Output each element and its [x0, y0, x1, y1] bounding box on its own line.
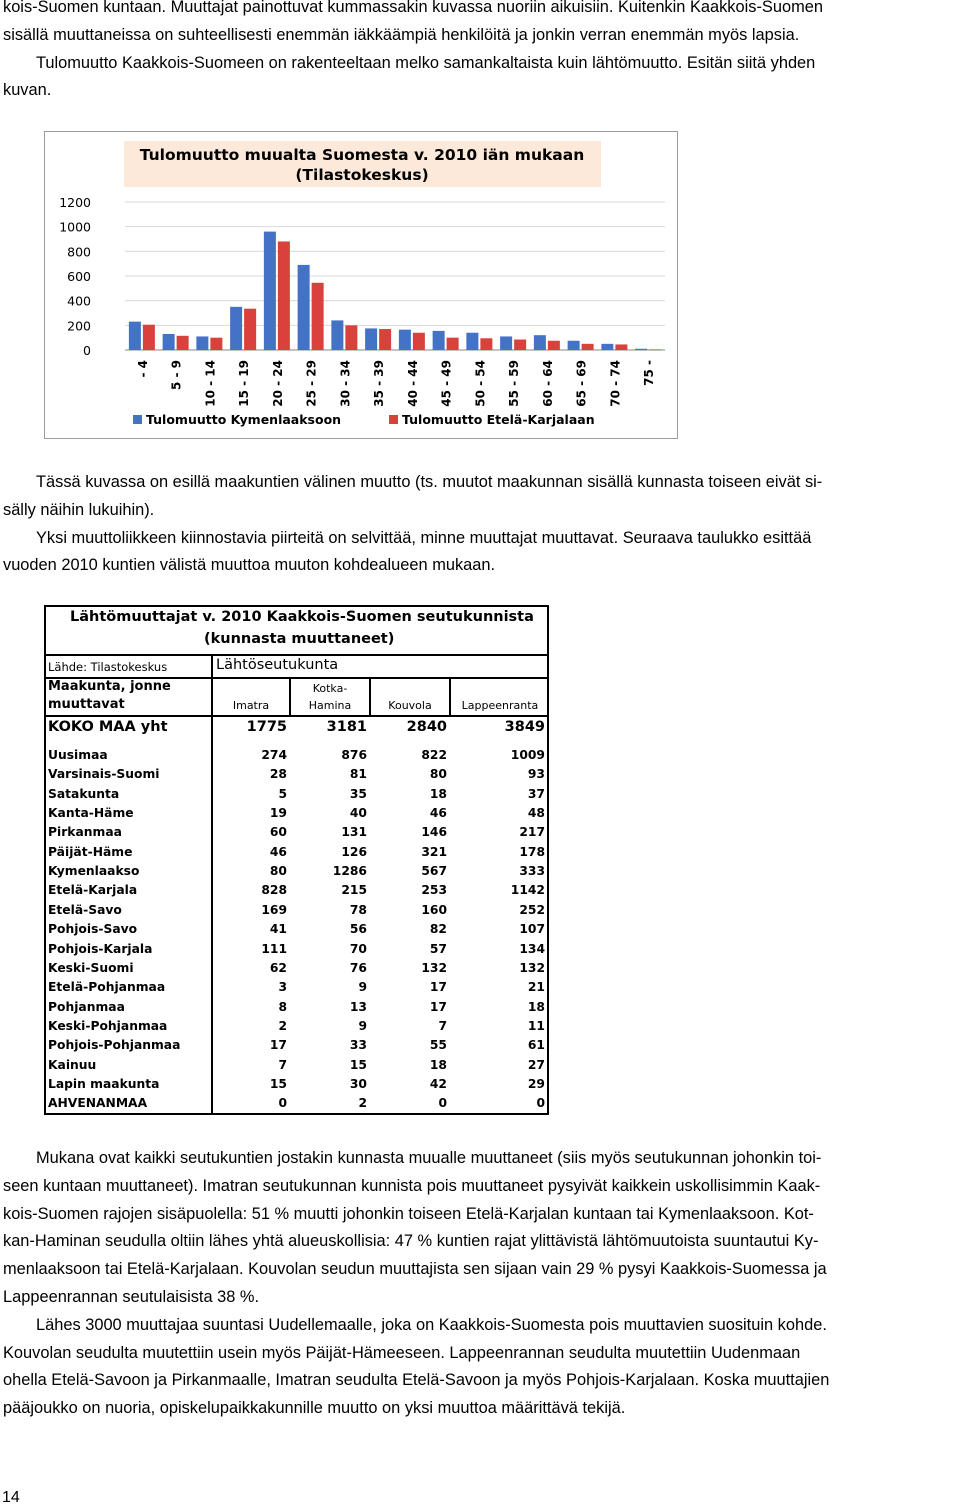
closing-line-4: kan-Haminan seudulla oltiin lähes yhtä alueuskollisia: 47 % kuntien rajat ylittävistä lähtömuutoista suuntautui Ky- [3, 1232, 819, 1251]
table-row-name: Kainuu [48, 1057, 97, 1072]
table-cell: 27 [527, 1057, 545, 1072]
table-cell: 46 [269, 844, 287, 859]
bar-kymenlaakso [331, 320, 343, 350]
table-cell: 11 [527, 1018, 545, 1033]
table-cell: 169 [261, 902, 287, 917]
table-cell: 7 [278, 1057, 287, 1072]
table-cell: 107 [519, 922, 545, 937]
table-cell: 0 [536, 1096, 545, 1111]
bar-kymenlaakso [500, 336, 512, 350]
table-cell: 321 [421, 844, 447, 859]
intro-paragraph [3, 0, 957, 105]
bar-etela-karjala [210, 338, 222, 350]
x-tick-label: 75 - [642, 360, 657, 386]
table-cell: 2840 [406, 719, 447, 735]
table-cell: 1009 [510, 748, 545, 762]
table-cell: 17 [269, 1038, 287, 1053]
closing-paragraph [3, 1145, 957, 1423]
table-cell: 132 [421, 960, 447, 975]
table-cell: 111 [261, 941, 287, 956]
y-tick-label: 1000 [59, 219, 91, 235]
x-tick-label: 30 - 34 [338, 360, 353, 407]
middle-line-3: Yksi muuttoliikkeen kiinnostavia piirteitä on selvittää, minne muuttajat muuttavat. Seuraava taulukko esittää [36, 528, 812, 547]
table-cell: 33 [349, 1038, 367, 1053]
bar-etela-karjala [480, 338, 492, 350]
table-group-header: Lähtöseutukunta [216, 657, 339, 673]
x-tick-label: 10 - 14 [203, 360, 218, 407]
middle-paragraph [3, 469, 957, 580]
table-cell: 828 [261, 883, 287, 898]
bar-etela-karjala [447, 338, 459, 350]
bar-kymenlaakso [433, 331, 445, 350]
closing-line-10: pääjoukko on nuoria, opiskelupaikkakunnille muutto on yksi muuttoa määrittävä tekijä. [3, 1399, 626, 1418]
chart-svg [45, 132, 679, 440]
x-tick-label: 20 - 24 [270, 360, 285, 407]
table-cell: 9 [358, 1018, 367, 1033]
bar-kymenlaakso [365, 328, 377, 350]
table-cell: 178 [519, 844, 545, 859]
bar-kymenlaakso [163, 334, 175, 350]
table-row-name: Kymenlaakso [48, 864, 140, 879]
table-cell: 15 [349, 1057, 367, 1072]
closing-line-3: kois-Suomen rajojen sisäpuolella: 51 % muutti johonkin toiseen Etelä-Karjalan kuntaan tai Kymenlaaksoon. Kot- [3, 1204, 814, 1223]
table-row-name: KOKO MAA yht [48, 719, 168, 735]
table-cell: 61 [527, 1038, 545, 1053]
table-cell: 40 [349, 806, 367, 821]
table-cell: 126 [341, 844, 367, 859]
intro-line-1: kois-Suomen kuntaan. Muuttajat painottuvat kummassakin kuvassa nuoriin aikuisiin. Kuitenkin Kaakkois-Suomen [3, 0, 823, 16]
x-tick-label: 55 - 59 [507, 360, 522, 407]
table-row-name: Kanta-Häme [48, 806, 134, 821]
table-cell: 253 [421, 883, 447, 898]
x-tick-label: 50 - 54 [473, 360, 488, 407]
table-row-name: Lapin maakunta [48, 1076, 160, 1091]
table-cell: 29 [527, 1076, 545, 1091]
table-row-name: Uusimaa [48, 748, 108, 762]
row-header-line-2: muuttavat [48, 697, 125, 712]
table-cell: 56 [349, 922, 367, 937]
table-cell: 0 [278, 1096, 287, 1111]
table-divider [46, 715, 547, 717]
table-divider [449, 677, 451, 715]
table-cell: 146 [421, 825, 447, 840]
closing-line-9: ohella Etelä-Savoon ja Pirkanmaalle, Imatran seudulta Etelä-Savoon ja myös Pohjois-Karjalaan. Koska muuttajien [3, 1371, 830, 1390]
x-tick-label: 45 - 49 [439, 360, 454, 407]
table-cell: 134 [519, 941, 545, 956]
table-row-name: Pohjanmaa [48, 999, 125, 1014]
table-row-name: Etelä-Savo [48, 902, 122, 917]
table-cell: 42 [429, 1076, 447, 1091]
table-cell: 0 [438, 1096, 447, 1111]
table-divider [369, 677, 371, 715]
table-cell: 252 [519, 902, 545, 917]
table-cell: 80 [269, 864, 287, 879]
x-tick-label: 70 - 74 [608, 360, 623, 407]
table-row-name: Etelä-Karjala [48, 883, 138, 898]
intro-line-4: kuvan. [3, 81, 52, 100]
table-row-name: Pirkanmaa [48, 825, 122, 840]
table-cell: 78 [349, 902, 367, 917]
x-tick-label: 15 - 19 [237, 360, 252, 407]
table-cell: 131 [341, 825, 367, 840]
chart-subtitle: (Tilastokeskus) [295, 166, 429, 184]
table-cell: 132 [519, 960, 545, 975]
table-cell: 18 [429, 1057, 447, 1072]
bar-kymenlaakso [298, 265, 310, 350]
table-divider [289, 677, 291, 715]
intro-line-3: Tulomuutto Kaakkois-Suomeen on rakenteeltaan melko samankaltaista kuin lähtömuutto. Esitän siitä yhden [36, 53, 816, 72]
table-cell: 17 [429, 980, 447, 995]
y-tick-label: 400 [67, 293, 91, 309]
bar-etela-karjala [177, 336, 189, 350]
bar-etela-karjala [615, 344, 627, 350]
y-tick-label: 1200 [59, 195, 91, 210]
table-row-name: Pohjois-Pohjanmaa [48, 1038, 181, 1053]
page-number: 14 [2, 1489, 20, 1506]
table-divider [46, 654, 547, 656]
table-cell: 13 [349, 999, 367, 1014]
bar-etela-karjala [582, 344, 594, 350]
bar-etela-karjala [345, 325, 357, 350]
table-cell: 160 [421, 902, 447, 917]
middle-line-4: vuoden 2010 kuntien välistä muuttoa muuton kohdealueen mukaan. [3, 556, 496, 575]
table-cell: 82 [429, 922, 447, 937]
bar-kymenlaakso [230, 307, 242, 350]
table-cell: 37 [527, 786, 545, 801]
table-cell: 822 [421, 748, 447, 762]
closing-line-8: Kouvolan seudulta muutettiin usein myös Päijät-Hämeeseen. Lappeenrannan seudulta muutettiin Uudenmaan [3, 1343, 801, 1362]
chart-title: Tulomuutto muualta Suomesta v. 2010 iän mukaan [139, 146, 585, 164]
y-tick-label: 200 [67, 318, 91, 334]
row-header-line-1: Maakunta, jonne [48, 679, 171, 694]
legend-label: Tulomuutto Kymenlaaksoon [146, 412, 342, 427]
table-cell: 18 [527, 999, 545, 1014]
table-cell: 81 [349, 767, 367, 782]
bar-kymenlaakso [635, 349, 647, 350]
table-row-name: Keski-Suomi [48, 960, 134, 975]
bar-kymenlaakso [601, 344, 613, 350]
y-tick-label: 600 [67, 269, 91, 284]
table-source: Lähde: Tilastokeskus [48, 660, 168, 674]
table-cell: 55 [429, 1038, 447, 1053]
col-header-kotka-1: Kotka- [312, 682, 348, 695]
table-cell: 2 [278, 1018, 287, 1033]
table-cell: 3181 [326, 719, 367, 735]
table-cell: 5 [278, 786, 287, 801]
x-tick-label: 40 - 44 [405, 360, 420, 407]
age-migration-chart [44, 131, 678, 439]
table-cell: 60 [269, 825, 287, 840]
bar-etela-karjala [413, 333, 425, 350]
table-cell: 8 [278, 999, 287, 1014]
legend-swatch [389, 415, 398, 424]
table-cell: 3849 [504, 719, 545, 735]
table-cell: 7 [438, 1018, 447, 1033]
bar-kymenlaakso [129, 322, 141, 350]
table-cell: 62 [269, 960, 287, 975]
legend-label: Tulomuutto Etelä-Karjalaan [402, 412, 595, 427]
table-cell: 876 [341, 748, 367, 762]
table-row-name: Etelä-Pohjanmaa [48, 980, 166, 995]
table-row-name: Pohjois-Karjala [48, 941, 153, 956]
table-title: Lähtömuuttajat v. 2010 Kaakkois-Suomen seutukunnista [70, 609, 534, 625]
col-header-imatra: Imatra [232, 699, 270, 712]
bar-etela-karjala [379, 329, 391, 350]
closing-line-2: seen kuntaan muuttaneet). Imatran seutukunnan kunnista pois muuttaneet pysyivät kaikkein uskollisimmin Kaak- [3, 1176, 821, 1195]
table-row-name: Varsinais-Suomi [48, 767, 160, 782]
x-tick-label: 25 - 29 [304, 360, 319, 407]
bar-kymenlaakso [196, 336, 208, 350]
table-row-name: Keski-Pohjanmaa [48, 1018, 168, 1033]
closing-line-6: Lappeenrannan seutulaisista 38 %. [3, 1287, 260, 1306]
departure-migration-table [44, 605, 549, 1115]
table-row-name: AHVENANMAA [48, 1096, 148, 1111]
table-cell: 15 [269, 1076, 287, 1091]
bar-kymenlaakso [399, 330, 411, 350]
table-cell: 567 [421, 864, 447, 879]
table-cell: 1775 [246, 719, 287, 735]
closing-line-7: Lähes 3000 muuttajaa suuntasi Uudellemaalle, joka on Kaakkois-Suomesta pois muuttavien suosituin kohde. [36, 1315, 827, 1334]
closing-line-1: Mukana ovat kaikki seutukuntien jostakin kunnasta muualle muuttaneet (siis myös seutukunnan johonkin toi- [36, 1149, 822, 1167]
closing-line-5: menlaaksoon tai Etelä-Karjalaan. Kouvolan seudun muuttajista sen sijaan vain 29 % pysyi Kaakkois-Suomessa ja [3, 1260, 827, 1279]
table-cell: 57 [429, 941, 447, 956]
table-cell: 17 [429, 999, 447, 1014]
table-row-name: Satakunta [48, 786, 120, 801]
table-cell: 274 [261, 748, 287, 762]
table-cell: 35 [349, 786, 367, 801]
bar-etela-karjala [649, 349, 661, 350]
bar-etela-karjala [278, 241, 290, 350]
table-cell: 1286 [332, 864, 367, 879]
bar-kymenlaakso [466, 333, 478, 350]
y-tick-label: 800 [67, 244, 91, 260]
y-tick-label: 0 [83, 343, 91, 358]
table-cell: 70 [349, 941, 367, 956]
middle-line-2: sälly näihin lukuihin). [3, 500, 155, 519]
table-subtitle: (kunnasta muuttaneet) [204, 631, 395, 647]
bar-etela-karjala [312, 283, 324, 350]
table-cell: 46 [429, 806, 447, 821]
table-cell: 93 [527, 767, 545, 782]
x-tick-label: 5 - 9 [169, 360, 184, 391]
bar-etela-karjala [548, 341, 560, 350]
intro-line-2: sisällä muuttaneissa on suhteellisesti enemmän iäkkäämpiä henkilöitä ja jonkin verran enemmän myös lapsia. [3, 25, 800, 44]
table-row-name: Päijät-Häme [48, 844, 133, 859]
x-tick-label: 60 - 64 [540, 360, 555, 407]
x-tick-label: - 4 [135, 360, 150, 378]
table-cell: 28 [269, 767, 287, 782]
table-cell: 2 [358, 1096, 367, 1111]
table-cell: 41 [269, 922, 287, 937]
col-header-lappeenranta: Lappeenranta [461, 699, 539, 712]
table-cell: 217 [519, 825, 545, 840]
bar-kymenlaakso [534, 335, 546, 350]
bar-kymenlaakso [568, 341, 580, 350]
table-cell: 18 [429, 786, 447, 801]
table-row-name: Pohjois-Savo [48, 922, 138, 937]
table-divider [211, 654, 213, 1115]
x-tick-label: 65 - 69 [574, 360, 589, 407]
table-cell: 19 [269, 806, 287, 821]
table-cell: 9 [358, 980, 367, 995]
bar-etela-karjala [143, 325, 155, 350]
table-cell: 48 [527, 806, 545, 821]
middle-line-1: Tässä kuvassa on esillä maakuntien välinen muutto (ts. muutot maakunnan sisällä kunnasta toiseen eivät si- [36, 473, 823, 491]
col-header-kotka-2: Hamina [308, 699, 352, 712]
table-cell: 80 [429, 767, 447, 782]
legend-swatch [133, 415, 142, 424]
table-cell: 21 [527, 980, 545, 995]
table-cell: 30 [349, 1076, 367, 1091]
table-cell: 1142 [510, 883, 545, 898]
table-cell: 76 [349, 960, 367, 975]
x-tick-label: 35 - 39 [372, 360, 387, 407]
bar-etela-karjala [514, 340, 526, 350]
col-header-kouvola: Kouvola [388, 699, 432, 712]
table-cell: 3 [278, 980, 287, 995]
table-cell: 215 [341, 883, 367, 898]
bar-etela-karjala [244, 309, 256, 350]
bar-kymenlaakso [264, 232, 276, 350]
table-cell: 333 [519, 864, 545, 879]
